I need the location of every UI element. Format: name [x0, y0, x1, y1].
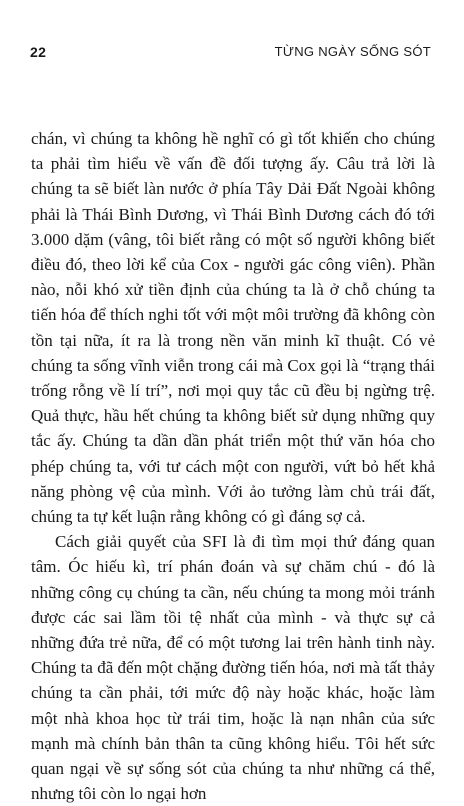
paragraph-sfi: Cách giải quyết của SFI là đi tìm mọi thứ đáng quan tâm. Óc hiếu kì, trí phán đoán và sự chăm chú - đó là những công cụ chúng ta cần, nếu chúng ta mong mỏi tránh được các sai lầm tồi tệ nhất của mình - và thực sự cả những đứa trẻ nữa, để có một tương lai trên hành tinh này. Chúng ta đã đến một chặng đường tiến hóa, nơi mà tất thảy chúng ta cần phải, tới mức độ này hoặc khác, hoặc làm một nhà khoa học từ trái tim, hoặc là nạn nhân của sức mạnh mà chính bản thân ta cũng không hiểu. Tôi hết sức quan ngại về sự sống sót của chúng ta như những cá thể, nhưng tôi còn lo ngại hơn — [31, 532, 435, 804]
paragraph-continued: chán, vì chúng ta không hề nghĩ có gì tốt khiến cho chúng ta phải tìm hiểu về vấn đề đối tượng ấy. Câu trả lời là chúng ta sẽ biết làn nước ở phía Tây Dải Đất Ngoài không phải là Thái Bình Dương, vì Thái Bình Dương cách đó tới 3.000 dặm (vâng, tôi biết rằng có một số người không biết điều đó, theo lời kể của Cox - người gác công viên). Phần nào, nỗi khó xử tiền định của chúng ta là ở chỗ chúng ta tiến hóa để thích nghi tốt với một môi trường đã không còn tồn tại nữa, ít ra là trong nền văn minh kĩ thuật. Có vẻ chúng ta sống vĩnh viễn trong cái mà Cox gọi là “trạng thái trống rỗng về lí trí”, nơi mọi quy tắc cũ đều bị ngừng trệ. Quả thực, hầu hết chúng ta không biết sử dụng những quy tắc ấy. Chúng ta dần dần phát triển một thứ văn hóa cho phép chúng ta, với tư cách một con người, vứt bỏ hết khả năng phòng vệ của mình. Với ảo tưởng làm chủ trái đất, chúng ta tự kết luận rằng không có gì đáng sợ cả. — [31, 129, 435, 527]
body-text — [31, 126, 435, 806]
page-number: 22 — [30, 44, 47, 60]
page-header — [30, 44, 431, 66]
running-title: TỪNG NGÀY SỐNG SÓT — [274, 44, 431, 59]
